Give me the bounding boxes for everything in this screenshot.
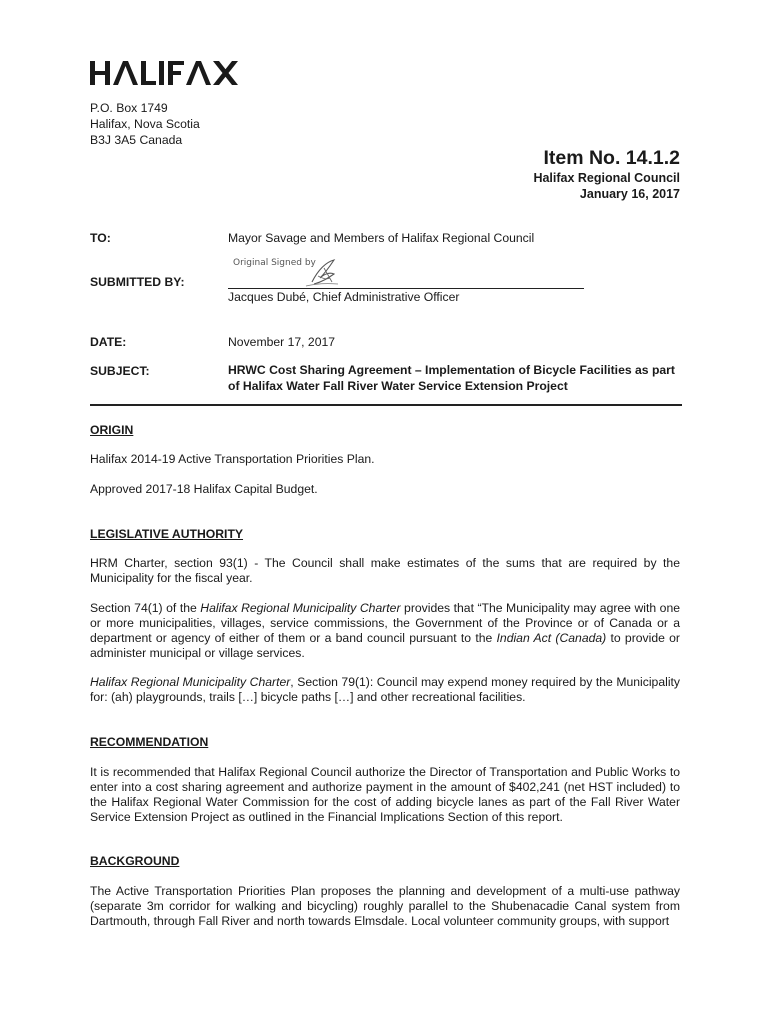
halifax-logo — [90, 58, 240, 90]
legislative-p3-text-b: , Section 79(1): Council may expend money required by the Municipality for: (ah) playgrounds, trails […] bicycle paths […] and other recreational facilities. — [90, 675, 681, 704]
address-line-2: Halifax, Nova Scotia — [90, 117, 200, 131]
submitted-label: SUBMITTED BY: — [90, 275, 185, 289]
legislative-heading: LEGISLATIVE AUTHORITY — [90, 527, 244, 541]
recommendation-heading: RECOMMENDATION — [90, 735, 209, 749]
legislative-p2-text-a: Section 74(1) of the — [90, 601, 201, 615]
legislative-paragraph-2 — [90, 601, 680, 661]
item-number: Item No. 14.1.2 — [543, 147, 680, 169]
background-paragraph: The Active Transportation Priorities Plan proposes the planning and development of a multi-use pathway (separate 3m corridor for walking and bicycling) roughly parallel to the Shubenacadie Canal system from Dartmouth, through Fall River and north towards Elmsdale. Local volunteer community groups, with support — [90, 884, 680, 928]
to-value: Mayor Savage and Members of Halifax Regional Council — [228, 231, 535, 245]
charter-name: Halifax Regional Municipality Charter — [200, 601, 401, 615]
council-name: Halifax Regional Council — [533, 171, 680, 185]
header-divider — [90, 404, 682, 406]
subject-value: HRWC Cost Sharing Agreement – Implementation of Bicycle Facilities as part of Halifax Water Fall River Water Service Extension Project — [228, 363, 675, 393]
recommendation-paragraph: It is recommended that Halifax Regional Council authorize the Director of Transportation and Public Works to enter into a cost sharing agreement and authorize payment in the amount of $402,241 (net HST included) to the Halifax Regional Water Commission for the cost of adding bicycle lanes as part of the Fall River Water Service Extension Project as outlined in the Financial Implications Section of this report. — [90, 765, 680, 824]
mailing-address — [90, 100, 200, 148]
subject-label: SUBJECT: — [90, 364, 150, 378]
date-label: DATE: — [90, 335, 127, 349]
origin-heading: ORIGIN — [90, 423, 134, 437]
background-heading: BACKGROUND — [90, 854, 180, 868]
submitted-value: Jacques Dubé, Chief Administrative Officer — [228, 290, 460, 304]
address-line-3: B3J 3A5 Canada — [90, 133, 183, 147]
legislative-paragraph-1: HRM Charter, section 93(1) - The Council shall make estimates of the sums that are required by the Municipality for the fiscal year. — [90, 556, 680, 585]
indian-act-name: Indian Act (Canada) — [496, 631, 607, 645]
legislative-paragraph-3 — [90, 675, 680, 705]
origin-paragraph-2: Approved 2017-18 Halifax Capital Budget. — [90, 482, 318, 496]
legislative-p2-text-e: to provide or administer municipal or village services. — [90, 631, 680, 660]
meeting-date: January 16, 2017 — [579, 187, 680, 201]
date-value: November 17, 2017 — [228, 335, 336, 349]
address-line-1: P.O. Box 1749 — [90, 101, 168, 115]
to-label: TO: — [90, 231, 111, 245]
legislative-p2-text-c: provides that “The Municipality may agree with one or more municipalities, villages, service commissions, the Government of the Province or of Canada or a department or agency of either of them or a band council pursuant to the — [90, 601, 681, 645]
item-block — [533, 146, 680, 202]
charter-name-2: Halifax Regional Municipality Charter — [90, 675, 291, 689]
signature-text: Original Signed by — [233, 258, 316, 268]
origin-paragraph-1: Halifax 2014-19 Active Transportation Priorities Plan. — [90, 452, 375, 466]
